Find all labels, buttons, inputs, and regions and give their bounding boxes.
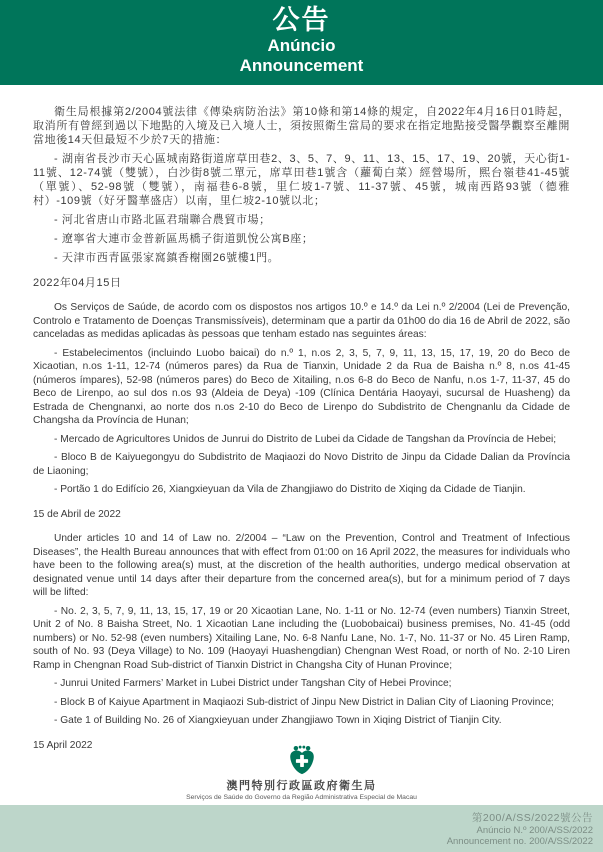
portuguese-item-hunan: - Estabelecimentos (incluindo Luobo baicai) do n.º 1, n.os 2, 3, 5, 7, 9, 11, 13, 15, 17, 19, 20 do Beco de Xicaotian, n.os 1-11, 12-74 (números pares) da Rua de Tianxin, Unidade 2 da Rua de Baisha n.º 8, n.os 41-45 (números ímpares), 52-98 (números pares) do Beco de Xitailing, n.os 6-8 do Beco de Nanfu, n.os 1-7, 11-37, 45 do Beco de Lirenpo, ao sul dos n.os 93 (Aldeia de Deya) -109 (Clínica Dentária Haoyayi, sucursal de Huasheng) da Estrada de Chengnanxi, ao norte dos n.os 2-10 do Beco de Lirenpo do Subdistrito de Chengnanlu da Cidade de Changsha da Província de Hunan;	[33, 347, 570, 426]
chinese-item-liaoning: - 遼寧省大連市金普新區馬橋子街道凱悅公寓B座；	[54, 233, 314, 245]
portuguese-item-hebei: - Mercado de Agricultores Unidos de Junrui do Distrito de Lubei da Cidade de Tangshan da Província de Hebei;	[54, 433, 557, 445]
chinese-item-tianjin: - 天津市西青區張家窩鎮香榭園26號樓1門。	[54, 252, 280, 264]
english-item-hunan: - No. 2, 3, 5, 7, 9, 11, 13, 15, 17, 19 or 20 Xicaotian Lane, No. 1-11 or No. 12-74 (even numbers) Tianxin Street, Unit 2 of No. 8 Baisha Street, No. 1 Xicaotian Lane including the (Luobobaicai) business premises, No. 41-45 (odd numbers) or No. 52-98 (even numbers) Xitailing Lane, No. 6-8 Nanfu Lane, No. 1-7, No. 11-37 or No. 45 Liren Ramp, south of No. 93 (Deya Village) to No. 109 (Haoyayi Huashengdian) Chengnan West Road, or north of No. 2-10 Liren Ramp in Chengnan Road Sub-district of Tianxin District in Changsha City of Hunan Province;	[33, 605, 570, 671]
chinese-date: 2022年04月15日	[33, 277, 122, 289]
english-item-liaoning: - Block B of Kaiyue Apartment in Maqiaozi Sub-district of Jinpu New District in Dalian City of Liaoning Province;	[54, 696, 554, 708]
announcement-number-pt: Anúncio N.º 200/A/SS/2022	[476, 825, 593, 836]
chinese-item-hunan: - 湖南省長沙市天心區城南路街道席草田巷2、3、5、7、9、11、13、15、17、19、20號，天心街1-11號、12-74號（雙號），白沙街8號二單元，席草田巷1號含（蘿蔔白菜）經營場所，熙台嶺巷41-45號（單號）、52-98號（雙號），南福巷6-8號，里仁坡1-7號、11-37號、45號，城南西路93號（德雅村）-109號（好牙醫華盛店）以南，里仁坡2-10號以北；	[33, 153, 570, 207]
portuguese-item-tianjin: - Portão 1 do Edifício 26, Xiangxieyuan da Vila de Zhangjiawo do Distrito de Xiqing da Cidade de Tianjin.	[54, 484, 526, 495]
page-title-pt: Anúncio	[267, 36, 336, 55]
section-english	[33, 532, 570, 752]
bureau-name-zh: 澳門特別行政區政府衛生局	[226, 780, 377, 792]
footer-bureau-block	[0, 745, 603, 805]
chinese-item-hebei: - 河北省唐山市路北區君瑞聯合農貿市場；	[54, 214, 271, 226]
document-body	[0, 105, 603, 752]
english-item-hebei: - Junrui United Farmers’ Market in Lubei District under Tangshan City of Hebei Province;	[54, 678, 452, 689]
english-intro-paragraph: Under articles 10 and 14 of Law no. 2/2004 – “Law on the Prevention, Control and Treatment of Infectious Diseases”, the Health Bureau announces that with effect from 01:00 on 16 April 2022, the measures for individuals who have been to the following area(s) must, at the discretion of the health authorities, undergo medical observation at designated venue until 14 days after their departure from the concerned area(s), but for a minimum period of 7 days will be lifted:	[33, 533, 570, 598]
section-portuguese	[33, 301, 570, 521]
portuguese-date: 15 de Abril de 2022	[33, 508, 121, 520]
english-item-tianjin: - Gate 1 of Building No. 26 of Xiangxieyuan under Zhangjiawo Town in Xiqing District of Tianjin City.	[54, 715, 502, 726]
portuguese-item-liaoning: - Bloco B de Kaiyuegongyu do Subdistrito de Maqiaozi do Novo Distrito de Jinpu da Cidade Dalian da Província de Liaoning;	[33, 452, 570, 477]
english-date: 15 April 2022	[33, 739, 93, 751]
page-title-en: Announcement	[239, 56, 364, 75]
health-bureau-logo-icon	[287, 745, 317, 775]
bureau-name-pt: Serviços de Saúde do Governo da Região Administrativa Especial de Macau	[186, 794, 417, 801]
section-chinese	[33, 105, 570, 290]
chinese-intro-paragraph: 衛生局根據第2/2004號法律《傳染病防治法》第10條和第14條的規定，自2022年4月16日01時起，取消所有曾經到過以下地點的入境及已入境人士，須按照衛生當局的要求在指定地點接受醫學觀察至離開當地後14天但最短不少於7天的措施：	[33, 106, 570, 146]
portuguese-intro-paragraph: Os Serviços de Saúde, de acordo com os dispostos nos artigos 10.º e 14.º da Lei n.º 2/2004 (Lei de Prevenção, Controlo e Tratamento de Doenças Transmissíveis), determinam que a partir da 01h00 do dia 16 de Abril de 2022, são canceladas as medidas aplicadas às pessoas que tenham estado nas seguintes áreas:	[33, 302, 570, 340]
announcement-number-en: Announcement no. 200/A/SS/2022	[446, 836, 593, 847]
header-banner	[0, 0, 603, 85]
page-title-zh: 公告	[272, 5, 331, 35]
footer-reference-band	[0, 805, 603, 852]
announcement-number-zh: 第200/A/SS/2022號公告	[471, 812, 593, 824]
